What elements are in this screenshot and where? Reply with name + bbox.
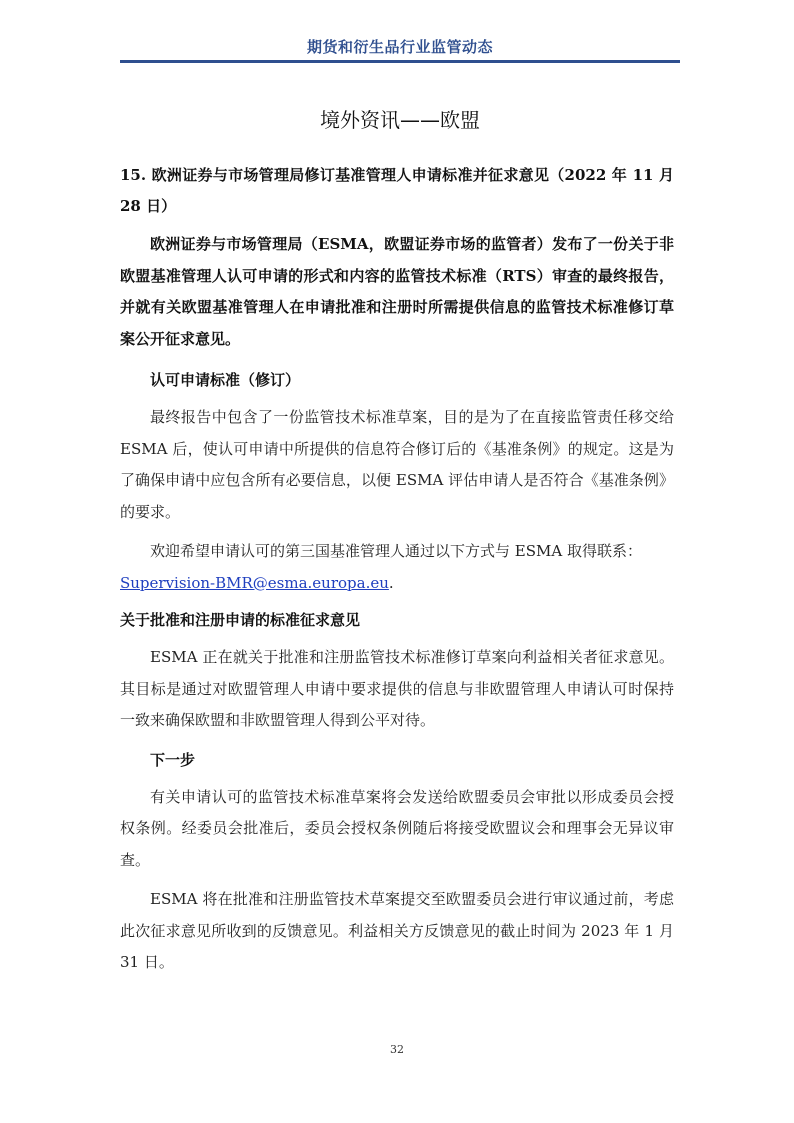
contact-email-period: .: [388, 573, 394, 592]
paragraph-next-steps-2: ESMA 将在批准和注册监管技术草案提交至欧盟委员会进行审议通过前，考虑此次征求意见所收到的反馈意见。利益相关方反馈意见的截止时间为 2023 年 1 月 31 日。: [120, 890, 674, 971]
section-title: 境外资讯——欧盟: [320, 108, 480, 132]
paragraph-contact: 欢迎希望申请认可的第三国基准管理人通过以下方式与 ESMA 取得联系：: [150, 542, 642, 560]
header-divider: [120, 60, 680, 63]
article-body: [120, 160, 674, 987]
running-header: 期货和衍生品行业监管动态: [306, 38, 493, 56]
subheading-consultation: 关于批准和注册申请的标准征求意见: [120, 611, 361, 629]
page-number: 32: [390, 1043, 404, 1056]
subheading-next-steps: 下一步: [150, 750, 196, 769]
article-lead: 欧洲证券与市场管理局（ESMA，欧盟证券市场的监管者）发布了一份关于非欧盟基准管理人认可申请的形式和内容的监管技术标准（RTS）审查的最终报告，并就有关欧盟基准管理人在申请批准和注册时所需提供信息的监管技术标准修订草案公开征求意见。: [120, 235, 674, 348]
article-title: 15. 欧洲证券与市场管理局修订基准管理人申请标准并征求意见（2022 年 11 月 28 日）: [120, 166, 674, 215]
paragraph-consultation: ESMA 正在就关于批准和注册监管技术标准修订草案向利益相关者征求意见。其目标是通过对欧盟管理人申请中要求提供的信息与非欧盟管理人申请认可时保持一致来确保欧盟和非欧盟管理人得到公平对待。: [120, 648, 674, 729]
contact-email-link[interactable]: Supervision-BMR@esma.europa.eu: [120, 573, 389, 592]
paragraph-final-report: 最终报告中包含了一份监管技术标准草案，目的是为了在直接监管责任移交给 ESMA 后，使认可申请中所提供的信息符合修订后的《基准条例》的规定。这是为了确保申请中应包含所有必要信息，以便 ESMA 评估申请人是否符合《基准条例》的要求。: [120, 408, 674, 521]
contact-line: [120, 568, 674, 600]
subheading-recognition-standards: 认可申请标准（修订）: [150, 371, 301, 389]
paragraph-next-steps-1: 有关申请认可的监管技术标准草案将会发送给欧盟委员会审批以形成委员会授权条例。经委员会批准后，委员会授权条例随后将接受欧盟议会和理事会无异议审查。: [120, 787, 674, 869]
